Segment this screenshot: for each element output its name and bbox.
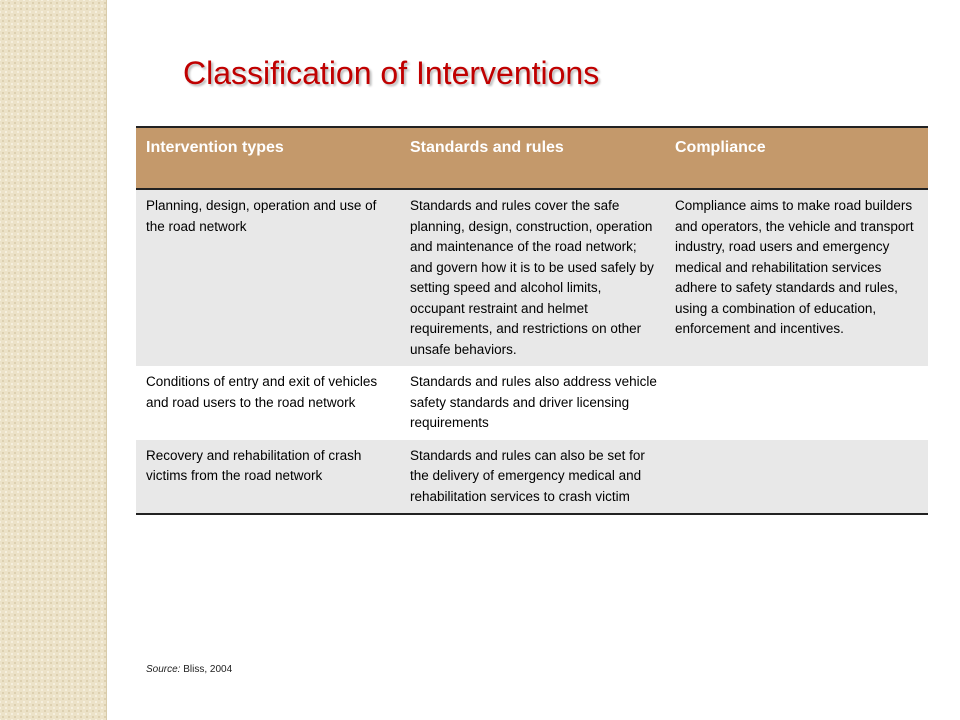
table-row bbox=[136, 440, 928, 515]
source-label: Source: bbox=[146, 664, 181, 675]
compliance-cell bbox=[665, 366, 928, 440]
decorative-side-strip bbox=[0, 0, 107, 720]
table-row bbox=[136, 189, 928, 366]
standards-cell: Standards and rules can also be set for the delivery of emergency medical and rehabilitation services to crash victim bbox=[410, 447, 645, 504]
standards-cell: Standards and rules also address vehicle safety standards and driver licensing requirements bbox=[410, 374, 657, 430]
compliance-cell: Compliance aims to make road builders and operators, the vehicle and transport industry, road users and emergency medical and rehabilitation services adhere to safety standards and rules, using a combination of education, enforcement and incentives. bbox=[675, 198, 914, 336]
column-header-intervention-types: Intervention types bbox=[136, 127, 400, 189]
source-citation bbox=[146, 664, 232, 675]
table-header-row bbox=[136, 127, 928, 189]
source-text: Bliss, 2004 bbox=[183, 664, 233, 675]
standards-cell: Standards and rules cover the safe planning, design, construction, operation and maintenance of the road network; and govern how it is to be used safely by setting speed and alcohol limits, occupant restraint and helmet requirements, and restrictions on other unsafe behaviors. bbox=[410, 198, 654, 357]
intervention-type-cell: Recovery and rehabilitation of crash victims from the road network bbox=[146, 447, 362, 483]
intervention-type-cell: Planning, design, operation and use of the road network bbox=[146, 198, 377, 234]
slide-title: Classification of Interventions bbox=[183, 55, 600, 91]
column-header-standards-and-rules: Standards and rules bbox=[400, 127, 665, 189]
column-header-compliance: Compliance bbox=[665, 127, 928, 189]
compliance-cell bbox=[665, 440, 928, 515]
table-row bbox=[136, 366, 928, 440]
interventions-table bbox=[136, 126, 928, 515]
intervention-type-cell: Conditions of entry and exit of vehicles and road users to the road network bbox=[146, 374, 378, 410]
